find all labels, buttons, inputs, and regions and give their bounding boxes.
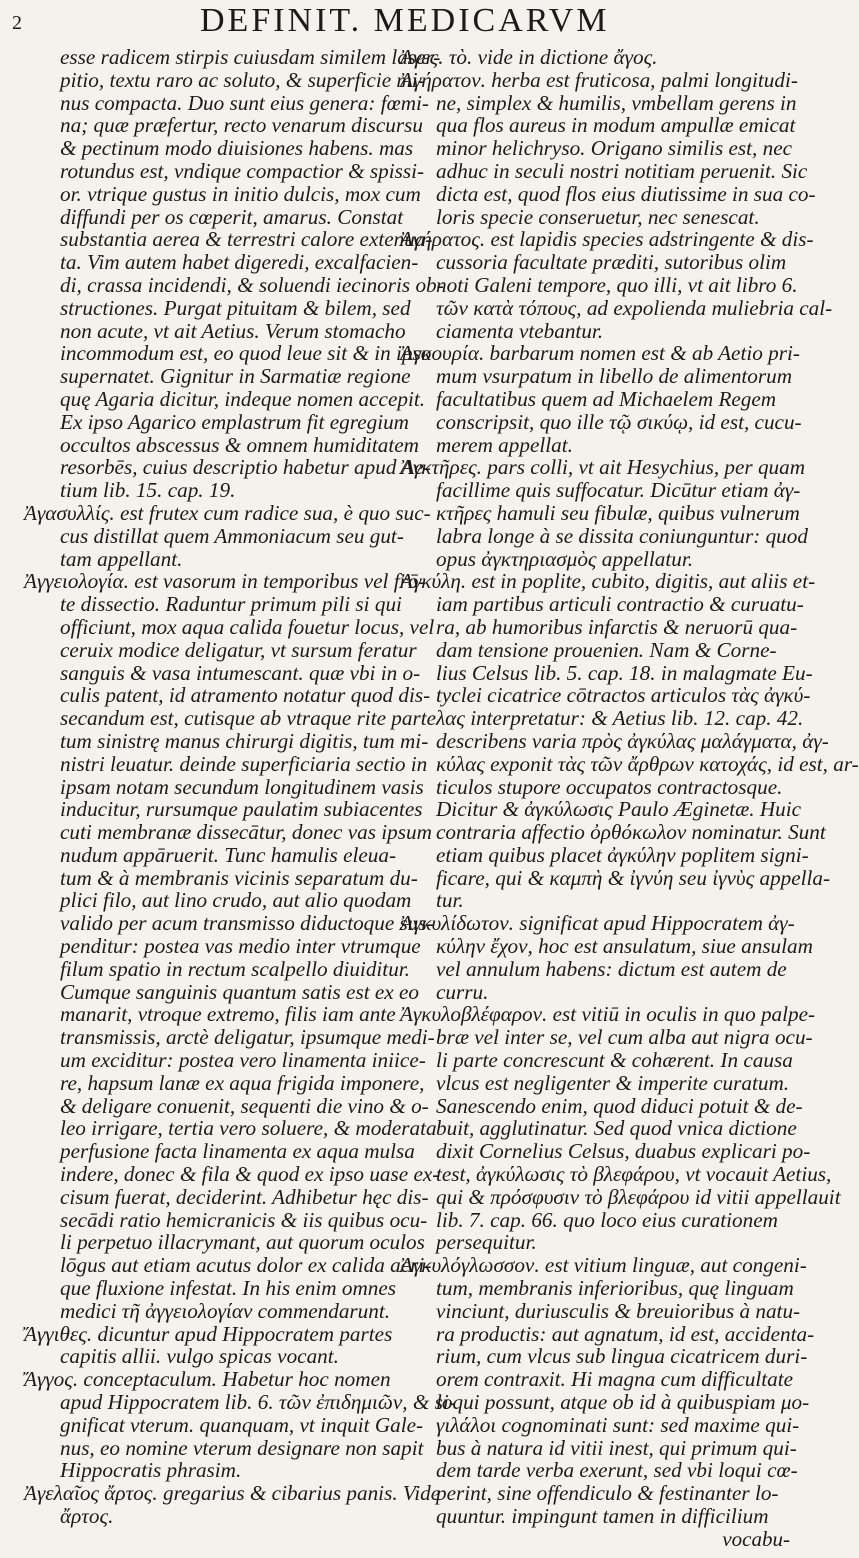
text-line: facillime quis suffocatur. Dicūtur etiam ἀγ-	[436, 478, 801, 503]
text-line: penditur: postea vas medio inter vtrumque	[60, 934, 421, 959]
text-line: Dicitur & ἀγκύλωσις Paulo Æginetæ. Huic	[436, 797, 802, 822]
text-line: Cumque sanguinis quantum satis est ex eo	[60, 979, 419, 1004]
text-line: dem tarde verba exerunt, sed vbi loqui cœ-	[436, 1458, 798, 1483]
text-line: mum vsurpatum in libello de alimentorum	[436, 364, 793, 389]
text-line: cussoria facultate præditi, sutoribus olim	[436, 250, 787, 275]
text-line: quę Agaria dicitur, indeque nomen accepit.	[60, 386, 426, 411]
entry-headword-line: Ἄγγιθες. dicuntur apud Hippocratem partes	[24, 1321, 393, 1346]
text-line: ticulos stupore occupatos contractosque.	[436, 774, 783, 799]
text-line: & pectinum modo diuisiones habens. mas	[60, 136, 414, 161]
text-line: ceruix modice deligatur, vt sursum feratur	[60, 637, 417, 662]
entry-headword-line: Ἀγήρατον. herba est fruticosa, palmi longitudi-	[400, 67, 798, 92]
entry-headword-line: Ἀγκυλίδωτον. significat apud Hippocratem ἀγ-	[400, 911, 795, 936]
entry-headword-line: Ἄγγος. conceptaculum. Habetur hoc nomen	[24, 1367, 391, 1392]
text-line: rotundus est, vndique compactior & spissi-	[60, 158, 425, 183]
text-line: diffundi per os cœperit, amarus. Constat	[60, 204, 404, 229]
text-line: λας interpretatur: & Aetius lib. 12. cap. 42.	[436, 706, 804, 731]
text-line: ta. Vim autem habet digeredi, excalfacien-	[60, 250, 419, 275]
entry-headword-line: Ἀγελαῖος ἄρτος. gregarius & cibarius panis. Vide	[24, 1481, 441, 1506]
text-line: perfusione facta linamenta ex aqua mulsa	[60, 1139, 415, 1164]
text-line: na; quæ præfertur, recto venarum discursu	[60, 113, 423, 138]
text-line: κτῆρες hamuli seu fibulæ, quibus vulnerum	[436, 500, 800, 525]
text-line: pitio, textu raro ac soluto, & superficie mi-	[60, 67, 425, 92]
text-line: test, ἀγκύλωσις τὸ βλεφάρου, vt vocauit Aetius,	[436, 1162, 832, 1187]
text-line: bus à natura id vitii inest, qui primum qui-	[436, 1435, 797, 1460]
text-line: nus compacta. Duo sunt eius genera: fœmi-	[60, 90, 429, 115]
text-line: loris specie conseruetur, nec senescat.	[436, 204, 760, 229]
text-line: plici filo, aut lino crudo, aut alio quodam	[60, 888, 412, 913]
text-line: ne, simplex & humilis, vmbellam gerens in	[436, 90, 797, 115]
text-line: apud Hippocratem lib. 6. τῶν ἐπιδημιῶν, & si-	[60, 1390, 456, 1415]
text-line: di, crassa incidendi, & soluendi iecinoris ob-	[60, 272, 444, 297]
text-line: or. vtrique gustus in initio dulcis, mox cum	[60, 181, 421, 206]
text-line: ra productis: aut agnatum, id est, accidenta-	[436, 1321, 815, 1346]
text-line: nudum appāruerit. Tunc hamulis eleua-	[60, 842, 397, 867]
text-line: vlcus est negligenter & imperite curatum.	[436, 1070, 790, 1095]
entry-headword-line: Ἀγες. τὸ. vide in dictione ἄγος.	[400, 45, 658, 69]
text-line: medici τῆ ἀγγειολογίαν commendarunt.	[60, 1298, 391, 1323]
text-line: conscripsit, quo ille τῷ σικύῳ, id est, cucu-	[436, 409, 802, 434]
text-line: cisum fuerat, deciderint. Adhibetur hęc dis-	[60, 1184, 429, 1209]
catchword: vocabu-	[722, 1527, 790, 1551]
text-line: iam partibus articuli contractio & curuatu-	[436, 592, 804, 617]
text-line: facultatibus quem ad Michaelem Regem	[436, 386, 777, 411]
text-line: vinciunt, duriusculis & breuioribus à natu-	[436, 1298, 801, 1323]
text-line: Hippocratis phrasim.	[60, 1458, 242, 1483]
text-line: dicta est, quod flos eius diutissime in sua co-	[436, 181, 816, 206]
text-line: leo irrigare, tertia vero soluere, & moderata	[60, 1116, 437, 1141]
text-line: tum, membranis inferioribus, quę linguam	[436, 1276, 794, 1301]
page-header	[0, 2, 800, 46]
text-line: culis patent, id atramento notatur quod dis-	[60, 683, 431, 708]
text-line: ciamenta vtebantur.	[436, 318, 604, 343]
text-line: inducitur, rursumque paulatim subiacentes	[60, 797, 423, 822]
text-line: lib. 7. cap. 66. quo loco eius curationem	[436, 1207, 778, 1232]
text-line: um exciditur: postea vero linamenta iniice-	[60, 1048, 426, 1073]
text-line: ra, ab humoribus infarctis & neruorū qua-	[436, 614, 798, 639]
text-line: merem appellat.	[436, 432, 573, 457]
text-line: cuti membranæ dissecātur, donec vas ipsum	[60, 820, 432, 845]
text-line: transmissis, arctè deligatur, ipsumque medi-	[60, 1025, 435, 1050]
page-number: 2	[12, 12, 22, 34]
text-line: loqui possunt, atque ob id à quibuspiam μο-	[436, 1390, 810, 1415]
text-line: officiunt, mox aqua calida fouetur locus, vel	[60, 614, 435, 639]
text-line: tum & à membranis vicinis separatum du-	[60, 865, 418, 890]
text-line: re, hapsum lanæ ex aqua frigida imponere,	[60, 1070, 425, 1095]
text-line: noti Galeni tempore, quo illi, vt ait libro 6.	[436, 272, 798, 297]
text-line: qua flos aureus in modum ampullæ emicat	[436, 113, 796, 138]
text-line: substantia aerea & terrestri calore extenua-	[60, 227, 433, 252]
text-line: manarit, vtroque extremo, filis iam ante	[60, 1002, 396, 1027]
text-line: κύλας exponit τὰς τῶν ἄρθρων κατοχάς, id est, ar-	[436, 751, 859, 776]
text-line: Ex ipso Agarico emplastrum fit egregium	[60, 409, 409, 434]
text-line: nistri leuatur. deinde superficiaria sectio in	[60, 751, 428, 776]
text-line: que fluxione infestat. In his enim omnes	[60, 1276, 396, 1301]
text-line: tyclei cicatrice cōtractos articulos τὰς ἀγκύ-	[436, 683, 811, 708]
entry-headword-line: Ἀγγειολογία. est vasorum in temporibus vel frō-	[24, 569, 426, 594]
text-line: & deligare conuenit, sequenti die vino & o-	[60, 1093, 429, 1118]
text-line: orem contraxit. Hi magna cum difficultate	[436, 1367, 793, 1392]
text-line: lōgus aut etiam acutus dolor ex calida acri-	[60, 1253, 432, 1278]
text-line: buit, agglutinatur. Sed quod vnica dictione	[436, 1116, 797, 1141]
entry-headword-line: Ἀγασυλλίς. est frutex cum radice sua, è quo suc-	[24, 500, 431, 525]
text-line: minor helichryso. Origano similis est, nec	[436, 136, 793, 161]
text-line: ipsam notam secundum longitudinem vasis	[60, 774, 424, 799]
text-line: persequitur.	[436, 1230, 537, 1255]
text-line: dixit Cornelius Celsus, duabus explicari po-	[436, 1139, 811, 1164]
text-line: etiam quibus placet ἀγκύλην poplitem signi-	[436, 842, 809, 867]
text-line: τῶν κατὰ τόπους, ad expolienda muliebria cal-	[436, 295, 833, 320]
text-line: tum sinistrę manus chirurgi digitis, tum mi-	[60, 728, 429, 753]
text-line: opus ἀγκτηριασμὸς appellatur.	[436, 546, 694, 571]
running-head: DEFINIT. MEDICARVM	[200, 2, 610, 39]
text-line: resorbēs, cuius descriptio habetur apud Ae-	[60, 455, 431, 480]
text-line: vel annulum habens: dictum est autem de	[436, 956, 787, 981]
text-line: rium, cum vlcus sub lingua cicatricem duri-	[436, 1344, 808, 1369]
text-line: dam tensione prouenien. Nam & Corne-	[436, 637, 777, 662]
text-line: qui & πρόσφυσιν τὸ βλεφάρου id vitii appellauit	[436, 1184, 841, 1209]
right-column	[400, 45, 859, 1528]
text-line: tur.	[436, 888, 464, 913]
text-line: tium lib. 15. cap. 19.	[60, 478, 236, 503]
entry-headword-line: Ἀγκυλόγλωσσον. est vitium linguæ, aut congeni-	[400, 1253, 807, 1278]
entry-headword-line: Ἀγκουρία. barbarum nomen est & ab Aetio pri-	[400, 341, 800, 366]
text-line: perint, sine offendiculo & festinanter lo-	[436, 1481, 779, 1506]
text-line: labra longe à se dissita coniunguntur: quod	[436, 523, 808, 548]
entry-headword-line: Ἀγκτῆρες. pars colli, vt ait Hesychius, per quam	[400, 455, 806, 480]
text-line: Sanescendo enim, quod diduci potuit & de-	[436, 1093, 803, 1118]
text-line: adhuc in seculi nostri notitiam peruenit. Sic	[436, 158, 808, 183]
text-line: describens varia πρὸς ἀγκύλας μαλάγματα, ἀγ-	[436, 728, 829, 753]
text-line: valido per acum transmisso diductoque sus-	[60, 911, 434, 936]
text-line: quuntur. impingunt tamen in difficilium	[436, 1504, 769, 1528]
text-line: te dissectio. Raduntur primum pili si qui	[60, 592, 402, 617]
text-line: capitis allii. vulgo spicas vocant.	[60, 1344, 339, 1369]
text-line: esse radicem stirpis cuiusdam similem laser-	[60, 45, 441, 69]
text-line: secādi ratio hemicranicis & iis quibus ocu-	[60, 1207, 428, 1232]
entry-headword-line: Ἀγήρατος. est lapidis species adstringente & dis-	[400, 227, 814, 252]
text-line: nus, eo nomine vterum designare non sapit	[60, 1435, 424, 1460]
text-line: κύλην ἔχον, hoc est ansulatum, siue ansulam	[436, 934, 813, 959]
text-line: li perpetuo illacrymant, aut quorum oculos	[60, 1230, 425, 1255]
text-line: indere, donec & fila & quod ex ipso uase ex-	[60, 1162, 440, 1187]
text-line: occultos abscessus & omnem humiditatem	[60, 432, 419, 457]
text-line: sanguis & vasa intumescant. quæ vbi in o-	[60, 660, 421, 685]
text-line: incommodum est, eo quod leue sit & in ipso	[60, 341, 432, 366]
text-line: li parte concrescunt & cohærent. In causa	[436, 1048, 793, 1073]
text-line: supernatet. Gignitur in Sarmatiæ regione	[60, 364, 411, 389]
text-line: ἄρτος.	[60, 1504, 114, 1528]
text-line: gnificat vterum. quanquam, vt inquit Gale-	[60, 1412, 424, 1437]
text-line: filum spatio in rectum scalpello diuiditur.	[60, 956, 410, 981]
text-line: γιλάλοι cognominati sunt: sed maxime qui-	[436, 1412, 800, 1437]
text-line: non acute, vt ait Aetius. Verum stomacho	[60, 318, 406, 343]
text-line: contraria affectio ὀρθόκωλον nominatur. Sunt	[436, 820, 826, 845]
text-line: structiones. Purgat pituitam & bilem, sed	[60, 295, 411, 320]
text-line: lius Celsus lib. 5. cap. 18. in malagmate Eu-	[436, 660, 813, 685]
entry-headword-line: Ἀγκύλη. est in poplite, cubito, digitis, aut aliis et-	[400, 569, 816, 594]
entry-headword-line: Ἀγκυλοβλέφαρον. est vitiū in oculis in quo palpe-	[400, 1002, 816, 1027]
text-line: curru.	[436, 979, 489, 1004]
text-line: bræ vel inter se, vel cum alba aut nigra ocu-	[436, 1025, 813, 1050]
text-line: secandum est, cutisque ab vtraque rite parte	[60, 706, 437, 731]
text-line: cus distillat quem Ammoniacum seu gut-	[60, 523, 404, 548]
left-column	[24, 45, 456, 1528]
text-line: ficare, qui & καμπὴ & ἰγνύη seu ἰγνὺς appella-	[436, 865, 831, 890]
text-line: tam appellant.	[60, 546, 183, 571]
